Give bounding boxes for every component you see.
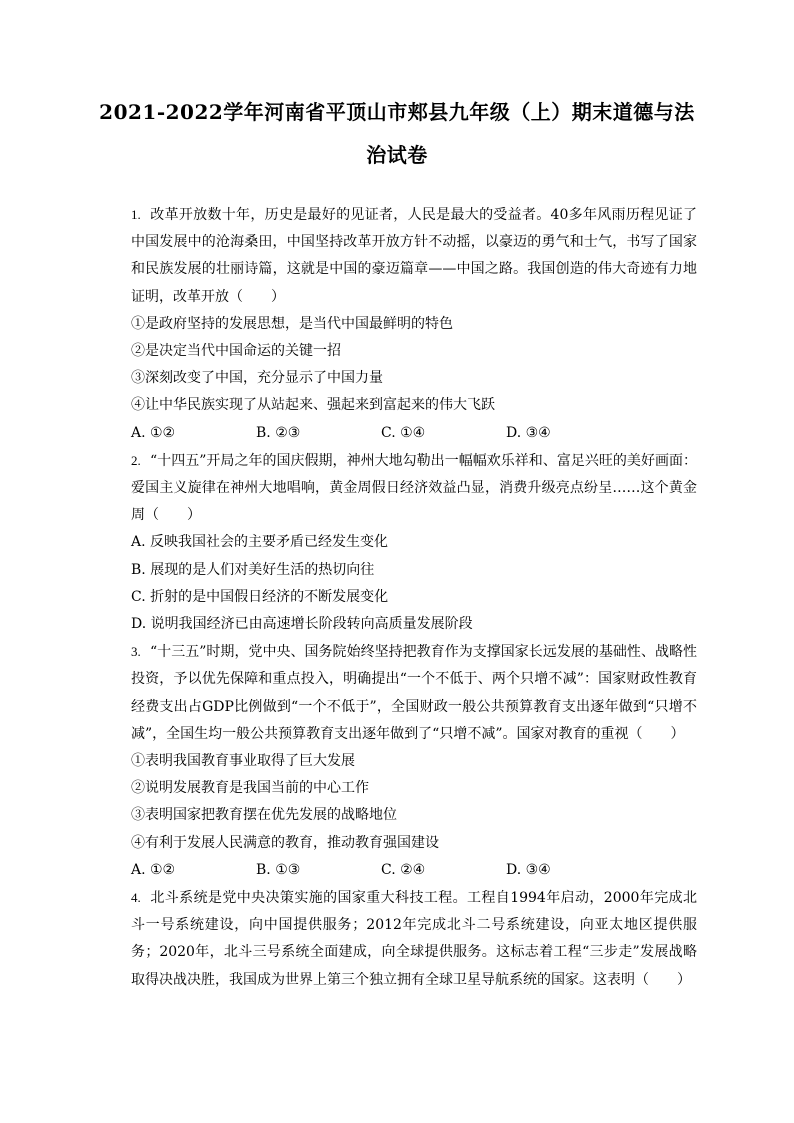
- choice-d: D. 说明我国经济已由高速增长阶段转向高质量发展阶段: [131, 616, 473, 633]
- option-b: B. ②③: [256, 424, 301, 441]
- question-stem: [131, 884, 697, 994]
- question-stem-text: “十四五”开局之年的国庆假期，神州大地勾勒出一幅幅欢乐祥和、富足兴旺的美好画面：爱国主义旋律在神州大地唱响，黄金周假日经济效益凸显，消费升级亮点纷呈……这个黄金周（ ）: [131, 452, 697, 524]
- question-number: 4.: [131, 890, 141, 906]
- option-c: C. ②④: [381, 861, 426, 878]
- answer-options: [131, 420, 697, 447]
- question-stem-text: 改革开放数十年，历史是最好的见证者，人民是最大的受益者。40多年风雨历程见证了中国发展中的沧海桑田，中国坚持改革开放方针不动摇，以豪迈的勇气和士气，书写了国家和民族发展的壮丽诗篇，这就是中国的豪迈篇章——中国之路。我国创造的伟大奇迹有力地证明，改革开放（ ）: [131, 207, 697, 305]
- question-number: 3.: [131, 644, 141, 660]
- question-stem: [131, 447, 697, 530]
- answer-options: [131, 857, 697, 884]
- question-3: [131, 638, 697, 884]
- statement-3: ③表明国家把教育摆在优先发展的战略地位: [131, 807, 397, 824]
- option-d: D. ③④: [506, 861, 551, 878]
- choice-b: B. 展现的是人们对美好生活的热切向往: [131, 561, 375, 578]
- option-c: C. ①④: [381, 424, 426, 441]
- statement-2: ②是决定当代中国命运的关键一招: [131, 343, 341, 360]
- statement-1: ①是政府坚持的发展思想，是当代中国最鲜明的特色: [131, 315, 453, 332]
- document-title-line-2: 治试卷: [366, 143, 428, 167]
- option-d: D. ③④: [506, 424, 551, 441]
- question-stem: [131, 638, 697, 748]
- choice-c: C. 折射的是中国假日经济的不断发展变化: [131, 588, 389, 605]
- option-b: B. ①③: [256, 861, 301, 878]
- question-1: [131, 201, 697, 447]
- question-stem: [131, 201, 697, 311]
- question-stem-text: 北斗系统是党中央决策实施的国家重大科技工程。工程自1994年启动，2000年完成北斗一号系统建设，向中国提供服务；2012年完成北斗二号系统建设，向亚太地区提供服务；2020年，北斗三号系统全面建成，向全球提供服务。这标志着工程“三步走”发展战略取得决战决胜，我国成为世界上第三个独立拥有全球卫星导航系统的国家。这表明（ ）: [131, 890, 697, 988]
- option-a: A. ①②: [131, 424, 176, 441]
- statement-2: ②说明发展教育是我国当前的中心工作: [131, 780, 369, 797]
- option-a: A. ①②: [131, 861, 176, 878]
- question-number: 1.: [131, 207, 141, 222]
- question-list: [131, 201, 697, 994]
- question-2: [131, 447, 697, 638]
- document-title-line-1: 2021-2022学年河南省平顶山市郏县九年级（上）期末道德与法: [99, 100, 695, 124]
- statement-4: ④让中华民族实现了从站起来、强起来到富起来的伟大飞跃: [131, 397, 495, 414]
- statement-3: ③深刻改变了中国，充分显示了中国力量: [131, 370, 383, 387]
- statement-4: ④有利于发展人民满意的教育，推动教育强国建设: [131, 834, 439, 851]
- choice-a: A. 反映我国社会的主要矛盾已经发生变化: [131, 534, 389, 551]
- question-number: 2.: [131, 452, 141, 468]
- question-4: [131, 884, 697, 994]
- question-stem-text: “十三五”时期，党中央、国务院始终坚持把教育作为支撑国家长远发展的基础性、战略性投资，予以优先保障和重点投入，明确提出“一个不低于、两个只增不减”：国家财政性教育经费支出占GDP比例做到“一个不低于”，全国财政一般公共预算教育支出逐年做到“只增不减”，全国生均一般公共预算教育支出逐年做到了“只增不减”。国家对教育的重视（ ）: [131, 644, 697, 742]
- statement-1: ①表明我国教育事业取得了巨大发展: [131, 753, 355, 770]
